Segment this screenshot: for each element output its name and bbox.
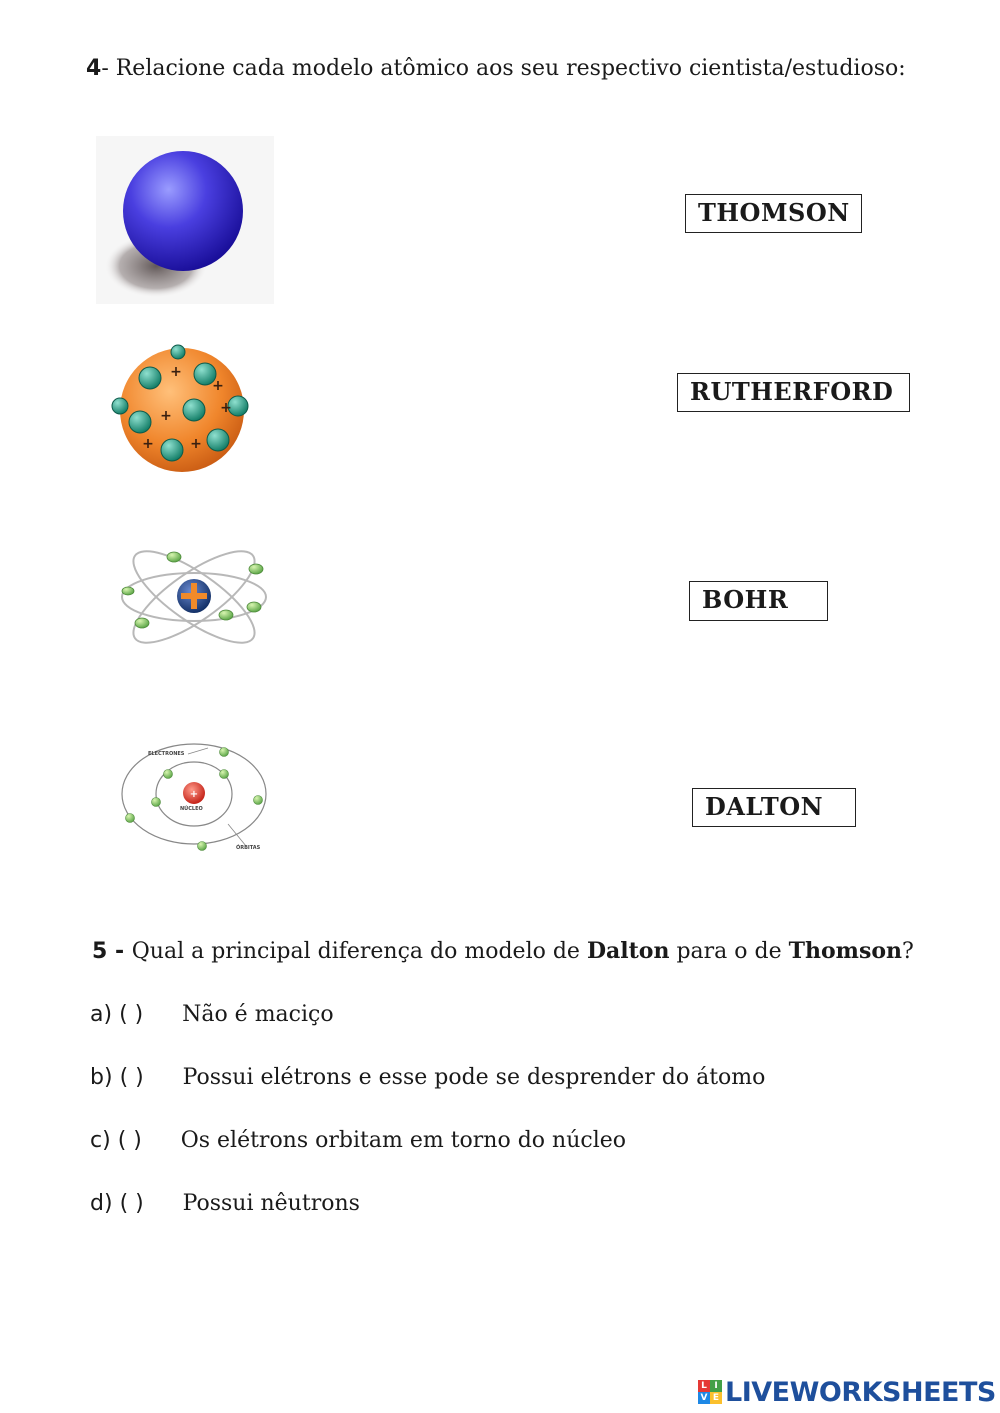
scientist-box-dalton[interactable]: DALTON: [692, 788, 856, 827]
option-text: Possui nêutrons: [182, 1191, 360, 1216]
option-text: Os elétrons orbitam em torno do núcleo: [180, 1128, 626, 1153]
answer-blank[interactable]: ( ): [119, 1065, 144, 1090]
logo-mark-icon: [698, 1380, 722, 1404]
electrons-label: ELECTRONES: [148, 751, 185, 757]
answer-blank[interactable]: ( ): [117, 1128, 142, 1153]
answer-blank[interactable]: ( ): [119, 1002, 144, 1027]
plus-sign: +: [190, 436, 202, 452]
logo-mark-letter: E: [710, 1392, 722, 1404]
liveworksheets-logo: [698, 1374, 996, 1410]
orbits-label: ÓRBITAS: [236, 845, 261, 851]
plus-sign: +: [142, 436, 154, 452]
option-b: [90, 1065, 765, 1090]
nucleus-sign: +: [194, 601, 195, 602]
nucleus-label: NÚCLEO: [180, 806, 203, 812]
solid-sphere-icon: [96, 136, 274, 304]
thomson-bold: Thomson: [788, 938, 902, 964]
plus-sign: +: [160, 408, 172, 424]
nucleus-sign: +: [189, 789, 199, 800]
scientist-box-thomson[interactable]: THOMSON: [685, 194, 862, 233]
question-text: Qual a principal diferença do modelo de: [131, 939, 587, 964]
question-dash: -: [107, 939, 132, 964]
rutherford-orbit-icon: [118, 535, 270, 657]
option-text: Não é maciço: [182, 1002, 334, 1027]
question-text: para o de: [669, 939, 789, 964]
plus-sign: +: [170, 364, 182, 380]
logo-mark-letter: L: [698, 1380, 710, 1392]
option-letter: b): [90, 1065, 113, 1090]
bohr-orbit-icon: [116, 740, 280, 854]
option-a: [90, 1002, 334, 1027]
plus-sign: +: [212, 378, 224, 394]
plum-pudding-icon: [108, 340, 258, 480]
question-number: 5: [92, 939, 108, 964]
question-number: 4: [86, 56, 102, 81]
plus-sign: +: [220, 400, 232, 416]
question-text: - Relacione cada modelo atômico aos seu respectivo cientista/estudioso:: [101, 56, 906, 81]
option-letter: d): [90, 1191, 113, 1216]
logo-mark-letter: V: [698, 1392, 710, 1404]
option-text: Possui elétrons e esse pode se desprender do átomo: [182, 1065, 766, 1090]
dalton-bold: Dalton: [586, 938, 670, 964]
option-d: [90, 1191, 360, 1216]
logo-text: LIVEWORKSHEETS: [725, 1376, 996, 1408]
option-c: [90, 1128, 626, 1153]
option-letter: a): [90, 1002, 113, 1027]
option-letter: c): [90, 1128, 111, 1153]
answer-blank[interactable]: ( ): [119, 1191, 144, 1216]
question-5-title: [92, 938, 972, 964]
logo-mark-letter: I: [710, 1380, 722, 1392]
question-4-title: [86, 56, 986, 81]
scientist-box-rutherford[interactable]: RUTHERFORD: [677, 373, 910, 412]
question-mark: ?: [902, 939, 914, 964]
scientist-box-bohr[interactable]: BOHR: [689, 581, 828, 621]
